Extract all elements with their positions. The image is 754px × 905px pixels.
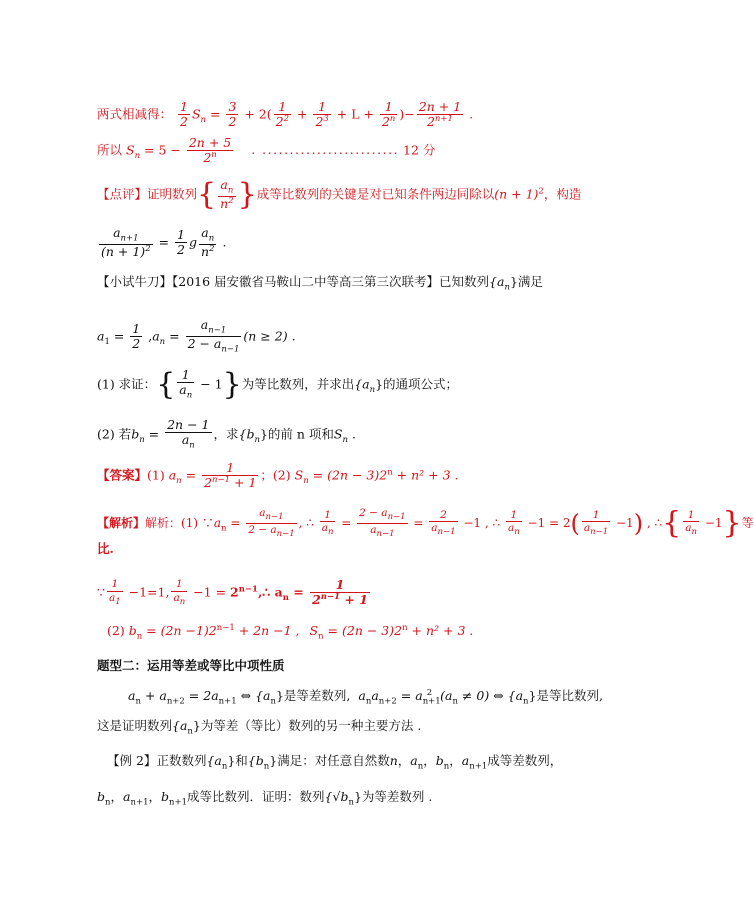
- subtraction-line: 两式相减得： $\frac{1}{2}$ $S_n$ = $\frac{3}{2}$ + 2( $\frac{1}{2^2}$ + $\frac{1}{2^3}$ + L + $\frac{1}{2^n}$ )− $\frac{2n + 1}{2^{n+1}}$ .: [97, 99, 474, 130]
- q1-text: 为等比数列，并求出: [241, 376, 355, 392]
- frac-an-over-n2: $\frac{a_n}{n^2}$: [201, 225, 215, 260]
- frac-recurrence: $\frac{a_{n-1}}{2 - a_{n-1}}$: [187, 317, 240, 355]
- an1-var: a: [123, 789, 131, 804]
- an-var: a: [410, 753, 418, 768]
- equals: =: [154, 234, 174, 250]
- equals: =: [144, 426, 164, 442]
- dot-leader: . .........................: [251, 142, 400, 158]
- analysis-label: 解析：(1): [145, 515, 199, 530]
- therefore-1: , ∴: [298, 515, 318, 530]
- minus-one: −1: [701, 515, 723, 530]
- section-2-formula-line: $a_n + a_{n+2} = 2a_{n+1}$ ⇔ $\{a_n\}$是等差数列, $a_na_{n+2} = a_{n+1}^2$ $(a_n \ne 0)$ ⇔ $\{a_n\}$是等比数列,: [128, 688, 603, 707]
- paren-expr: (n + 1): [494, 186, 539, 202]
- minus-one: − 1: [196, 376, 223, 392]
- plus-two: + 2(: [240, 106, 272, 122]
- analysis-3-line: (2) $b_n = (2n -1)2^{n-1} + 2n -1$ , $S_n = (2n - 3)2^n + n^2 + 3$ .: [107, 623, 474, 642]
- equals: =: [337, 515, 356, 530]
- mid-1: −1=1,: [124, 584, 170, 600]
- equals: =: [288, 584, 309, 600]
- seq-an: {a: [172, 718, 188, 733]
- therefore-label: 所以: [97, 142, 123, 158]
- g-symbol: g: [188, 234, 197, 250]
- frac-an-over-n2: $\frac{a_n}{n^2}$: [220, 177, 234, 212]
- comma: ，: [397, 753, 411, 768]
- example-text-3: 成等差数列，: [487, 753, 563, 768]
- seq-an: {a: [206, 753, 222, 768]
- score: 12 分: [403, 142, 436, 158]
- iff-2: ⇔ {a: [489, 688, 524, 704]
- comment-tag: 【点评】: [97, 186, 148, 202]
- bn1-var: b: [161, 789, 170, 804]
- method-text-2: }为等差（等比）数列的另一种主要方法 .: [192, 718, 422, 733]
- bn-expr: = (2n −1)2: [142, 623, 217, 639]
- equals: =: [109, 328, 129, 344]
- an2-var: a: [371, 688, 379, 704]
- analysis-part-2: (2): [107, 623, 125, 639]
- frac-recurrence: $\frac{a_{n-1}}{2 - a_{n-1}}$: [248, 507, 295, 539]
- example-2-line: 【例 2】正数数列$\{a_n\}$和$\{b_n\}$满足：对任意自然数n，$a_n$，$b_n$，$a_{n+1}$成等差数列，: [107, 753, 563, 772]
- geom-text: }是等比数列,: [528, 688, 603, 704]
- comma: ，: [148, 789, 161, 804]
- frac-2n1-over-2n1: $\frac{2n + 1}{2^{n+1}}$: [418, 99, 462, 130]
- frac-half: $\frac{1}{2}$: [177, 227, 185, 258]
- sn-var: S: [333, 426, 343, 442]
- example-tag: 【例 2】: [107, 753, 157, 768]
- sn-expr: = (2n − 3)2: [308, 467, 388, 483]
- answer-sep: ；(2): [260, 467, 291, 483]
- section-2-title: [97, 660, 285, 673]
- frac-answer-an: $\frac{1}{2^{n-1} + 1}$: [312, 577, 368, 608]
- answer-line: 【答案】(1) $a_n$ = $\frac{1}{2^{n-1} + 1}$ ；(2) $S_n = (2n - 3)2^n + n^2 + 3$ .: [97, 460, 459, 491]
- analysis-line: 【解析】解析：(1) $\because a_n$ = $\frac{a_{n-1}}{2 - a_{n-1}}$ , ∴ $\frac{1}{a_n}$ = $\frac{2 - a_{n-1}}{a_{n-1}}$ = $\frac{2}{a_{n-1}}$ −1 , ∴ $\frac{1}{a_n}$ −1 = 2( $\frac{1}{a_{n-1}}$ −1) , ∴{ $\frac{1}{a_n}$ −1}等: [97, 505, 754, 541]
- comma: ，: [449, 753, 462, 768]
- bn-var: b: [435, 753, 444, 768]
- comment-text-2: 成等比数列的关键是对已知条件两边同除以: [256, 186, 495, 202]
- exercise-title: 【小试牛刀】【2016 届安徽省马鞍山二中等高三第三次联考】已知数列: [97, 274, 490, 289]
- equals: =: [409, 515, 428, 530]
- frac-1-over-an: $\frac{1}{a_n}$: [507, 508, 520, 538]
- a1-var: a: [97, 328, 105, 344]
- comment-text-1: 证明数列: [147, 186, 198, 202]
- equals: =: [181, 467, 201, 483]
- analysis-2-line: ∵ $\frac{1}{a_1}$ −1=1, $\frac{1}{a_n}$ $-1 = 2^{n-1},\therefore$ $a_n$ = $\frac{1}{2^{n-1} + 1}$: [97, 577, 368, 608]
- an-var: a: [128, 688, 136, 704]
- iff-1: ⇔ {a: [236, 688, 271, 704]
- power-base: 2: [230, 584, 239, 600]
- period: .: [347, 426, 356, 442]
- because-symbol: ∵: [97, 584, 105, 600]
- seq-bn: {b: [247, 753, 264, 768]
- comma: ，: [423, 753, 436, 768]
- frac-an1-over-n1sq: $\frac{a_{n+1}}{(n + 1)^2}$: [101, 225, 151, 260]
- minus-one: −1 ,: [459, 515, 489, 530]
- comment-formula: [97, 226, 226, 260]
- comma: ，: [110, 789, 124, 804]
- an1-var: = a: [396, 688, 423, 704]
- half-fraction: $\frac{1}{2}$: [180, 99, 188, 130]
- frac-2-minus-an1-over-an1: $\frac{2 - a_{n-1}}{a_{n-1}}$: [359, 507, 406, 539]
- sn-var: S: [309, 623, 319, 639]
- frac-1-over-an: $\frac{1}{a_n}$: [179, 367, 193, 401]
- and-text: }和: [227, 753, 248, 768]
- frac-1-over-an: $\frac{1}{a_n}$: [685, 508, 697, 538]
- seq-bn: {b: [238, 426, 255, 442]
- bn-var: b: [131, 426, 140, 442]
- section-2-title-text: 题型二：运用等差或等比中项性质: [97, 658, 285, 673]
- s-var: S: [191, 106, 201, 122]
- frac-1-over-a1: $\frac{1}{a_1}$: [108, 578, 121, 607]
- bn-var: b: [97, 789, 106, 804]
- arith-text: }是等差数列,: [275, 688, 351, 704]
- bn-var: b: [128, 623, 137, 639]
- seq-an: {a: [489, 274, 505, 289]
- frac-half: $\frac{1}{2}$: [132, 320, 141, 352]
- exercise-line: 【小试牛刀】【2016 届安徽省马鞍山二中等高三第三次联考】已知数列$\{a_n\}$满足: [97, 274, 543, 293]
- analysis-tag: 【解析】: [97, 515, 146, 530]
- q1-label: (1) 求证：: [97, 376, 157, 392]
- example-cont-text-2: }为等差数列 .: [353, 789, 433, 804]
- equals: =: [226, 515, 245, 530]
- cond-open: (a: [440, 688, 453, 704]
- n-var: n: [389, 753, 398, 768]
- ellipsis: + L +: [332, 106, 378, 122]
- therefore-3: , ∴: [643, 515, 663, 530]
- exercise-condition: $a_1$ = $\frac{1}{2}$ $,a_n$ = $\frac{a_{n-1}}{2 - a_{n-1}}$ (n ≥ 2) .: [97, 317, 296, 355]
- frac-2n1-over-an: $\frac{2n - 1}{a_n}$: [167, 417, 210, 451]
- answer-tag: 【答案】: [97, 467, 148, 483]
- period: .: [287, 328, 296, 344]
- q2-label: (2) 若: [97, 426, 132, 442]
- example-text-1: 正数数列: [156, 753, 207, 768]
- frac-2n5-over-2n: $\frac{2n + 5}{2^n}$: [188, 135, 232, 166]
- exercise-tail: }满足: [509, 274, 543, 289]
- seq-an: {a: [354, 376, 370, 392]
- cond-tail: ≠ 0): [457, 688, 490, 704]
- section-2-method-line: 这是证明数列$\{a_n\}$为等差（等比）数列的另一种主要方法 .: [97, 718, 422, 737]
- three-halves: $\frac{3}{2}$: [228, 99, 237, 130]
- example-cont-text-1: 成等比数列．证明：数列: [187, 789, 325, 804]
- condition: (n ≥ 2): [243, 328, 288, 344]
- analysis-tail: 等: [741, 515, 754, 530]
- an-var: a: [213, 515, 222, 530]
- example-2-continuation: $b_n$，$a_{n+1}$，$b_{n+1}$成等比数列．证明：数列$\{√b_n\}$为等差数列 .: [97, 789, 433, 808]
- an2-var: + a: [140, 688, 167, 704]
- equals: = 5 −: [140, 142, 185, 158]
- sn-expr: = (2n − 3)2: [323, 623, 403, 639]
- therefore-an: ,∴ a: [257, 584, 283, 600]
- frac-1-over-an1: $\frac{1}{a_{n-1}}$: [583, 508, 609, 538]
- sn-var: S: [294, 467, 304, 483]
- frac-answer-an: $\frac{1}{2^{n-1} + 1}$: [204, 460, 257, 491]
- frac-one-over-2cube: $\frac{1}{2^3}$: [315, 99, 329, 130]
- therefore-2: ∴: [488, 515, 504, 530]
- question-2: (2) 若$b_n$ = $\frac{2n - 1}{a_n}$ ，求$\{b_n\}$的前 n 项和$S_n$ .: [97, 417, 356, 451]
- example-text-2: }满足：对任意自然数: [269, 753, 390, 768]
- equals: =: [206, 106, 225, 122]
- mid-2: −1 =: [189, 584, 231, 600]
- sn-expr-tail: + n² + 3 .: [407, 623, 474, 639]
- comment-line: 【点评】证明数列{ $\frac{a_n}{n^2}$ }成等比数列的关键是对已知条件两边同除以$(n + 1)^2$，构造: [97, 176, 582, 212]
- comment-text-3: ，构造: [543, 186, 582, 202]
- bn-expr-tail: + 2n −1 ,: [234, 623, 300, 639]
- answer-part-1: (1): [147, 467, 165, 483]
- frac-1-over-an: $\frac{1}{a_n}$: [321, 508, 334, 538]
- analysis-cont-text: 比.: [97, 541, 114, 556]
- subtraction-label: 两式相减得：: [97, 106, 173, 122]
- an-var: a: [358, 688, 366, 704]
- frac-one-over-2n: $\frac{1}{2^n}$: [381, 99, 396, 130]
- an-var: a: [168, 467, 177, 483]
- frac-one-over-2sq: $\frac{1}{2^2}$: [275, 99, 290, 130]
- frac-2-over-an1: $\frac{2}{a_{n-1}}$: [431, 508, 456, 538]
- because-symbol: ∵: [201, 515, 214, 530]
- minus-one: −1: [612, 515, 634, 530]
- an1-var: a: [461, 753, 470, 768]
- comma: ,: [144, 328, 153, 344]
- minus: )−: [399, 106, 415, 122]
- therefore-sn-line: 所以 $S_n = 5$ − $\frac{2n + 5}{2^n}$ . ......................... 12 分: [97, 135, 436, 166]
- equals: =: [165, 328, 184, 344]
- an-var: a: [152, 328, 160, 344]
- question-1: (1) 求证：{ $\frac{1}{a_n}$ − 1}为等比数列，并求出$\{a_n\}$的通项公式；: [97, 366, 459, 402]
- frac-1-over-an: $\frac{1}{a_n}$: [173, 578, 186, 607]
- period: .: [465, 106, 474, 122]
- q1-tail: }的通项公式；: [375, 376, 459, 392]
- sqrt-bn: {√b: [324, 789, 349, 804]
- two-an1: = 2a: [184, 688, 219, 704]
- analysis-continuation: [97, 543, 114, 556]
- q2-text: ，求: [213, 426, 239, 442]
- s-var: S: [126, 142, 135, 158]
- method-text-1: 这是证明数列: [97, 718, 173, 733]
- period: .: [218, 234, 227, 250]
- minus-two-equals: −1 = 2: [523, 515, 571, 530]
- q2-tail: }的前 n 项和: [259, 426, 334, 442]
- sn-expr-tail: + n² + 3 .: [392, 467, 459, 483]
